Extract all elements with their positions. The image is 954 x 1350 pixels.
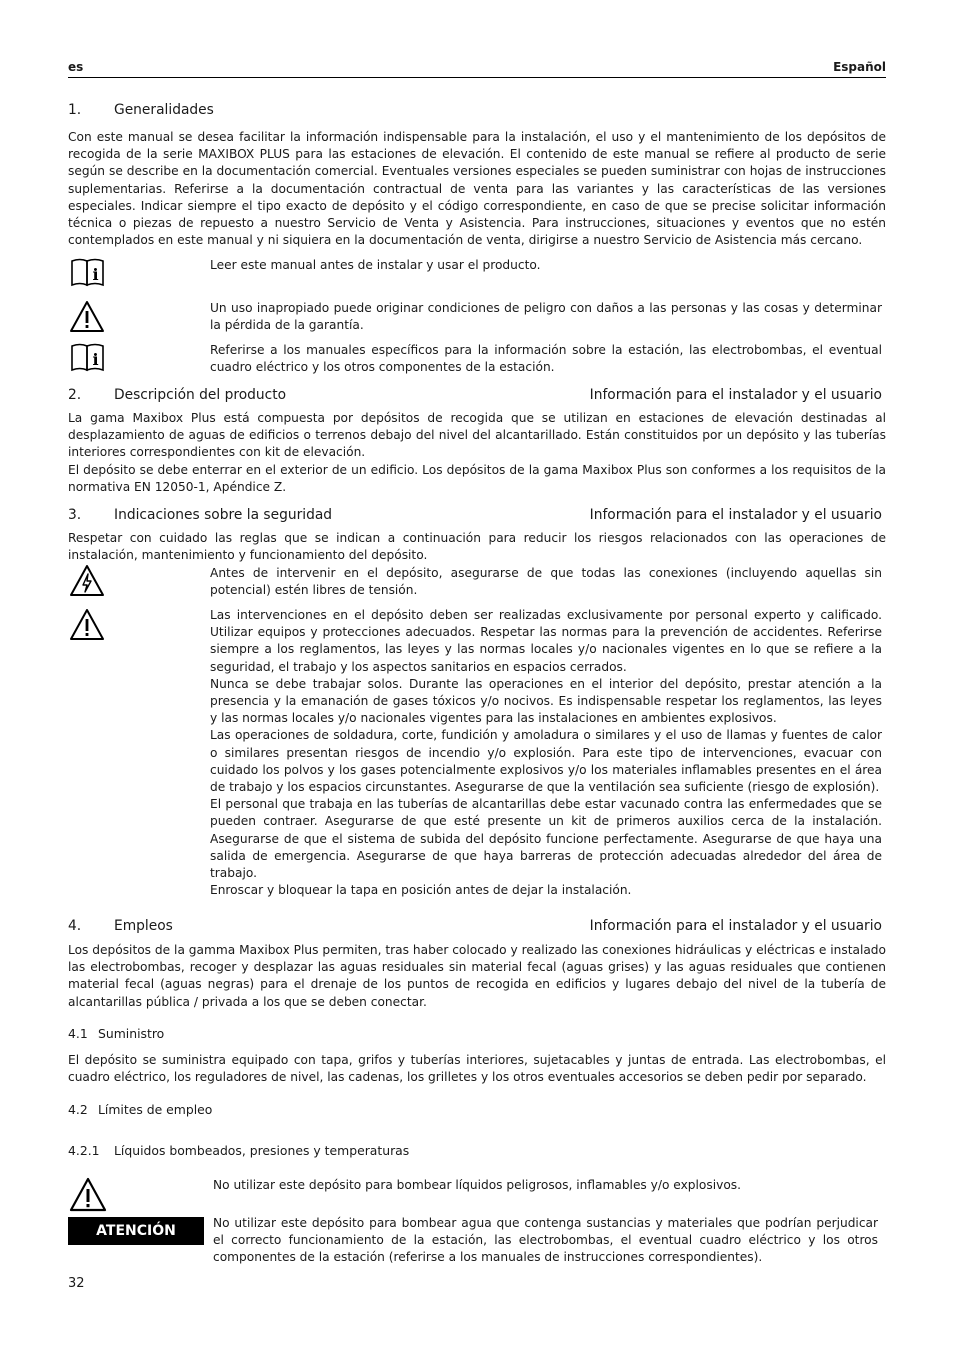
- section-1-body: Con este manual se desea facilitar la información indispensable para la instalación, el uso y el mantenimiento de los depósitos de recogida de la serie MAXIBOX PLUS para las estaciones de elevación. El contenido de este manual se refiere al producto de serie según se describe en la documentación comercial. Eventuales versiones especiales se pueden suministrar con hojas de instrucciones suplementarias. Referirse a la documentación contractual de venta para las variantes y las características de las versiones especiales. Indicar siempre el tipo exacto de depósito y el código correspondiente, en caso de que se precise solicitar información técnica o piezas de repuesto a nuestro Servicio de Venta y Asistencia. Para instrucciones, situaciones y eventos que no estén contemplados en este manual y ni siquiera en la documentación de venta, dirigirse a nuestro Servicio de Asistencia más cercano.: [68, 130, 886, 248]
- section-4-body: Los depósitos de la gamma Maxibox Plus permiten, tras haber colocado y realizado las conexiones hidráulicas y eléctricas e instalado las electrobombas, recoger y desplazar las aguas residuales sin material fecal (aguas grises) y las aguas residuales que contienen material fecal (aguas negras) para el drenaje de los puntos de recogida en edificios y lugares debajo del nivel de la tubería de alcantarillas pública / privada a los que se deben conectar.: [68, 943, 886, 1009]
- page-header: [68, 58, 886, 78]
- note-refer-manuals: Referirse a los manuales específicos para la información sobre la estación, las electrobombas, el eventual cuadro eléctrico y los otros componentes de la estación.: [210, 343, 882, 375]
- safety-rule: Nunca se debe trabajar solos. Durante las operaciones en el interior del depósito, prestar atención a la presencia y la emanación de gases tóxicos y/o nocivos. Es indispensable respetar los reglamentos, las leyes y las normas locales y/o nacionales vigentes para las instalaciones en ambientes explosivos.: [210, 676, 882, 726]
- warning-triangle-icon: [69, 1177, 107, 1212]
- manual-info-icon: [70, 258, 106, 288]
- section-title: Empleos: [114, 918, 173, 934]
- section-4-1-heading: [68, 1026, 164, 1041]
- section-title: Indicaciones sobre la seguridad: [114, 507, 333, 523]
- manual-info-icon: [70, 343, 106, 373]
- safety-rule: Enroscar y bloquear la tapa en posición antes de dejar la instalación.: [210, 883, 632, 898]
- section-title: Límites de empleo: [98, 1102, 213, 1117]
- safety-rules: [210, 607, 882, 899]
- section-2-heading: [68, 387, 886, 403]
- section-title: Descripción del producto: [114, 387, 287, 403]
- section-number: 4.: [68, 918, 82, 934]
- section-number: 4.1: [68, 1026, 88, 1041]
- safety-rule: El personal que trabaja en las tuberías de alcantarillas debe estar vacunado contra las enfermedades que se pueden contraer. Asegurarse de que esté presente un kit de primeros auxilios cerca de la instalación. Asegurarse de que el sistema de subida del depósito funcione perfectamente. Asegurarse de que haya una salida de emergencia. Asegurarse de que haya barreras de protección adecuadas alrededor del área de trabajo.: [210, 797, 882, 881]
- safety-rule: Las operaciones de soldadura, corte, fundición y amoladura o similares y el uso de llamas y fuentes de calor o similares presentan riesgos de incendio y/o explosión. Para este tipo de intervenciones, evacuar con cuidado los polvos y los gases potencialmente explosivos y/o los materiales inflamables presentes en el área de trabajo y los espacios circunstantes. Asegurarse de que la ventilación sea suficiente (riesgo de explosión).: [210, 728, 882, 795]
- safety-rule: Las intervenciones en el depósito deben ser realizadas exclusivamente por personal experto y calificado. Utilizar equipos y protecciones adecuados. Respetar las normas para la prevención de accidentes. Referirse siempre a los reglamentos, las leyes y las normas locales y/o nacionales vigentes en lo que se refiere a la seguridad, el trabajo y los aspectos sanitarios en espacios cerrados.: [210, 608, 882, 674]
- section-number: 1.: [68, 102, 82, 118]
- section-4-2-heading: [68, 1102, 212, 1117]
- section-4-heading: [68, 918, 886, 934]
- note-electric: Antes de intervenir en el depósito, asegurarse de que todas las conexiones (incluyendo aquellas sin potencial) estén libres de tensión.: [210, 566, 882, 598]
- warning-hazardous-liquids: No utilizar este depósito para bombear líquidos peligrosos, inflamables y/o explosivos.: [213, 1178, 742, 1192]
- section-2-body: La gama Maxibox Plus está compuesta por depósitos de recogida que se utilizan en estaciones de elevación destinadas al desplazamiento de aguas de edificios o terrenos debajo del nivel del alcantarillado. Están constituidos por un depósito y las tuberías interiores correspondientes con kit de elevación.: [68, 411, 886, 460]
- section-title: Generalidades: [114, 102, 214, 118]
- section-4-2-1-heading: [68, 1143, 409, 1158]
- electric-hazard-icon: [69, 564, 105, 597]
- section-2-body-2: El depósito se debe enterrar en el exterior de un edificio. Los depósitos de la gama Maxibox Plus son conformes a los requisitos de la normativa EN 12050-1, Apéndice Z.: [68, 463, 886, 495]
- language-code: es: [68, 60, 84, 74]
- section-title: Líquidos bombeados, presiones y temperaturas: [114, 1143, 410, 1158]
- section-number: 2.: [68, 387, 82, 403]
- section-audience: Información para el instalador y el usuario: [589, 918, 882, 934]
- warning-triangle-icon: [69, 608, 105, 641]
- note-read-manual: Leer este manual antes de instalar y usar el producto.: [210, 258, 541, 272]
- section-number: 4.2.1: [68, 1143, 100, 1158]
- language-name: Español: [833, 60, 886, 74]
- warning-unsuitable-water: No utilizar este depósito para bombear agua que contenga sustancias y materiales que podrían perjudicar el correcto funcionamiento de la estación, las electrobombas, el eventual cuadro eléctrico y los otros componentes de la estación (referirse a los manuales de instrucciones correspondientes).: [213, 1216, 878, 1265]
- section-title: Suministro: [98, 1026, 165, 1041]
- svg-text:i: i: [92, 265, 99, 284]
- page-number: 32: [68, 1276, 85, 1291]
- attention-badge: ATENCIÓN: [68, 1217, 204, 1245]
- section-audience: Información para el instalador y el usuario: [589, 507, 882, 523]
- section-audience: Información para el instalador y el usuario: [589, 387, 882, 403]
- section-3-heading: [68, 507, 886, 523]
- svg-text:i: i: [92, 350, 99, 369]
- section-number: 3.: [68, 507, 82, 523]
- section-number: 4.2: [68, 1102, 88, 1117]
- warning-triangle-icon: [69, 300, 105, 333]
- section-3-intro: Respetar con cuidado las reglas que se indican a continuación para reducir los riesgos relacionados con las operaciones de instalación, mantenimiento y funcionamiento del depósito.: [68, 531, 886, 563]
- section-1-heading: [68, 102, 886, 118]
- section-4-1-body: El depósito se suministra equipado con tapa, grifos y tuberías interiores, sujetacables y juntas de entrada. Las electrobombas, el cuadro eléctrico, los reguladores de nivel, las cadenas, los grilletes y los otros eventuales accesorios se deben pedir por separado.: [68, 1053, 886, 1085]
- note-misuse: Un uso inapropiado puede originar condiciones de peligro con daños a las personas y las cosas y determinar la pérdida de la garantía.: [210, 301, 882, 333]
